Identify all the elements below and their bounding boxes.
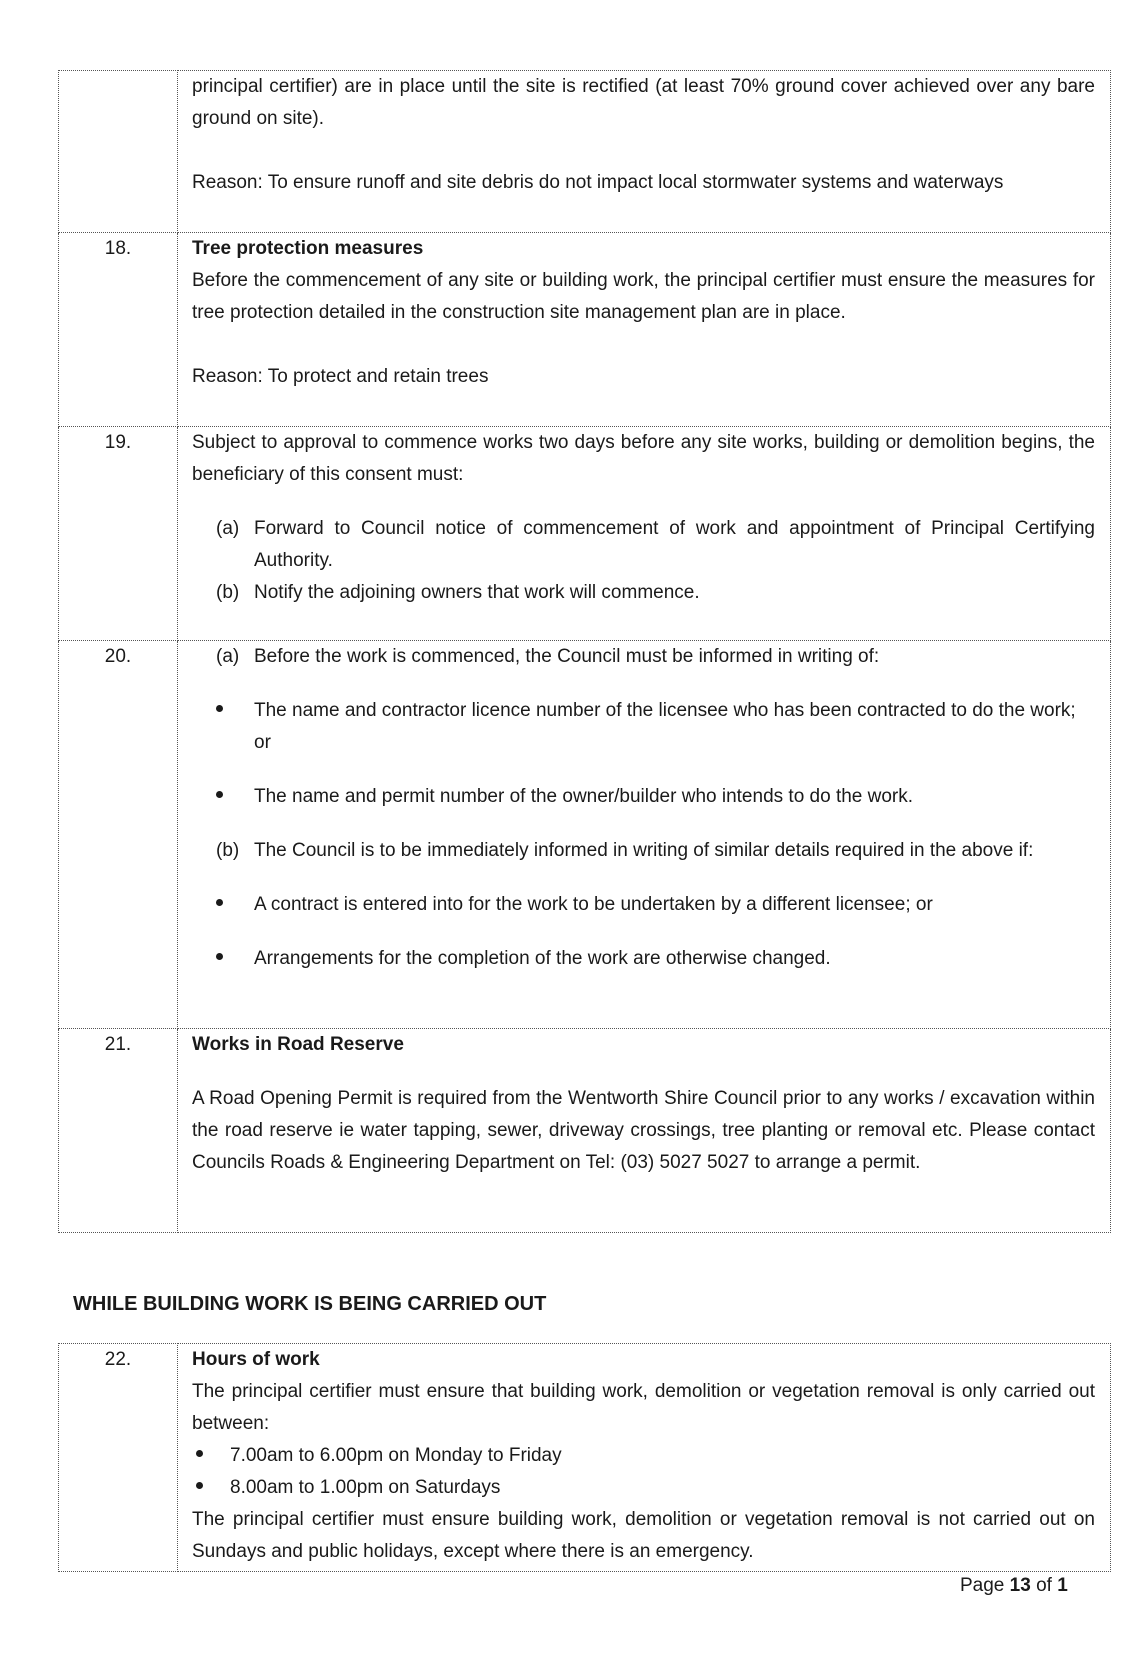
- list-marker: (a): [216, 646, 240, 667]
- condition-body: [178, 641, 1111, 1029]
- bullet-icon: [196, 1482, 203, 1489]
- condition-body: [178, 1029, 1111, 1233]
- bullet-text: The name and contractor licence number of the licensee who has been contracted to do the work; or: [254, 700, 1076, 753]
- condition-number: 18.: [59, 233, 178, 427]
- bullet-item: [192, 889, 1095, 921]
- condition-number: 21.: [59, 1029, 178, 1233]
- condition-number: [59, 71, 178, 233]
- condition-body: [178, 427, 1111, 641]
- condition-reason: Reason: To protect and retain trees: [192, 366, 489, 387]
- condition-body: [178, 233, 1111, 427]
- condition-text: The principal certifier must ensure building work, demolition or vegetation removal is not carried out on Sundays and public holidays, except where there is an emergency.: [192, 1509, 1095, 1562]
- bullet-item: [192, 1440, 1095, 1472]
- table-row: [59, 641, 1111, 1029]
- bullet-icon: [216, 791, 223, 798]
- page-total: 1: [1057, 1575, 1068, 1596]
- bullet-item: [192, 1472, 1095, 1504]
- list-item: [192, 577, 1095, 609]
- bullet-text: The name and permit number of the owner/builder who intends to do the work.: [254, 786, 914, 807]
- condition-text: Subject to approval to commence works two days before any site works, building or demolition begins, the beneficiary of this consent must:: [192, 432, 1095, 485]
- page-label: Page: [960, 1575, 1010, 1596]
- list-item: [192, 513, 1095, 577]
- condition-text: The principal certifier must ensure that building work, demolition or vegetation removal is only carried out between:: [192, 1381, 1095, 1434]
- condition-title: Tree protection measures: [192, 238, 424, 259]
- condition-number: 20.: [59, 641, 178, 1029]
- condition-number: 22.: [59, 1344, 178, 1572]
- list-marker: (a): [216, 518, 240, 539]
- conditions-table-1: [58, 70, 1111, 1233]
- table-row: [59, 427, 1111, 641]
- bullet-icon: [216, 953, 223, 960]
- condition-text: Before the commencement of any site or building work, the principal certifier must ensure the measures for tree protection detailed in the construction site management plan are in place.: [192, 270, 1095, 323]
- list-item: [192, 835, 1095, 867]
- of-label: of: [1030, 1575, 1058, 1596]
- condition-text: A Road Opening Permit is required from the Wentworth Shire Council prior to any works / excavation within the road reserve ie water tapping, sewer, driveway crossings, tree planting or removal etc. Please contact Councils Roads & Engineering Department on Tel: (03) 5027 5027 to arrange a permit.: [192, 1088, 1095, 1173]
- bullet-item: [192, 943, 1095, 975]
- page-footer: [960, 1570, 1068, 1602]
- bullet-text: A contract is entered into for the work to be undertaken by a different licensee; or: [254, 894, 933, 915]
- table-row: [59, 1344, 1111, 1572]
- list-text: Before the work is commenced, the Council must be informed in writing of:: [254, 646, 880, 667]
- condition-reason: Reason: To ensure runoff and site debris do not impact local stormwater systems and waterways: [192, 172, 1004, 193]
- list-marker: (b): [216, 840, 240, 861]
- list-text: Notify the adjoining owners that work will commence.: [254, 582, 700, 603]
- bullet-item: [192, 695, 1095, 759]
- table-row: [59, 1029, 1111, 1233]
- condition-body: [178, 1344, 1111, 1572]
- bullet-icon: [196, 1450, 203, 1457]
- bullet-text: 7.00am to 6.00pm on Monday to Friday: [230, 1445, 562, 1466]
- bullet-icon: [216, 705, 223, 712]
- bullet-icon: [216, 899, 223, 906]
- table-row: [59, 71, 1111, 233]
- condition-title: Works in Road Reserve: [192, 1034, 404, 1055]
- list-item: [192, 641, 1095, 673]
- condition-body: [178, 71, 1111, 233]
- page-number: 13: [1009, 1575, 1031, 1596]
- list-marker: (b): [216, 582, 240, 603]
- list-text: Forward to Council notice of commencement of work and appointment of Principal Certifying Authority.: [254, 518, 1095, 571]
- bullet-text: Arrangements for the completion of the work are otherwise changed.: [254, 948, 831, 969]
- bullet-item: [192, 781, 1095, 813]
- section-heading: WHILE BUILDING WORK IS BEING CARRIED OUT: [73, 1293, 547, 1315]
- list-text: The Council is to be immediately informed in writing of similar details required in the above if:: [254, 840, 1034, 861]
- conditions-table-2: [58, 1343, 1111, 1572]
- bullet-text: 8.00am to 1.00pm on Saturdays: [230, 1477, 501, 1498]
- condition-text: principal certifier) are in place until the site is rectified (at least 70% ground cover achieved over any bare ground on site).: [192, 76, 1095, 129]
- condition-number: 19.: [59, 427, 178, 641]
- condition-title: Hours of work: [192, 1349, 320, 1370]
- table-row: [59, 233, 1111, 427]
